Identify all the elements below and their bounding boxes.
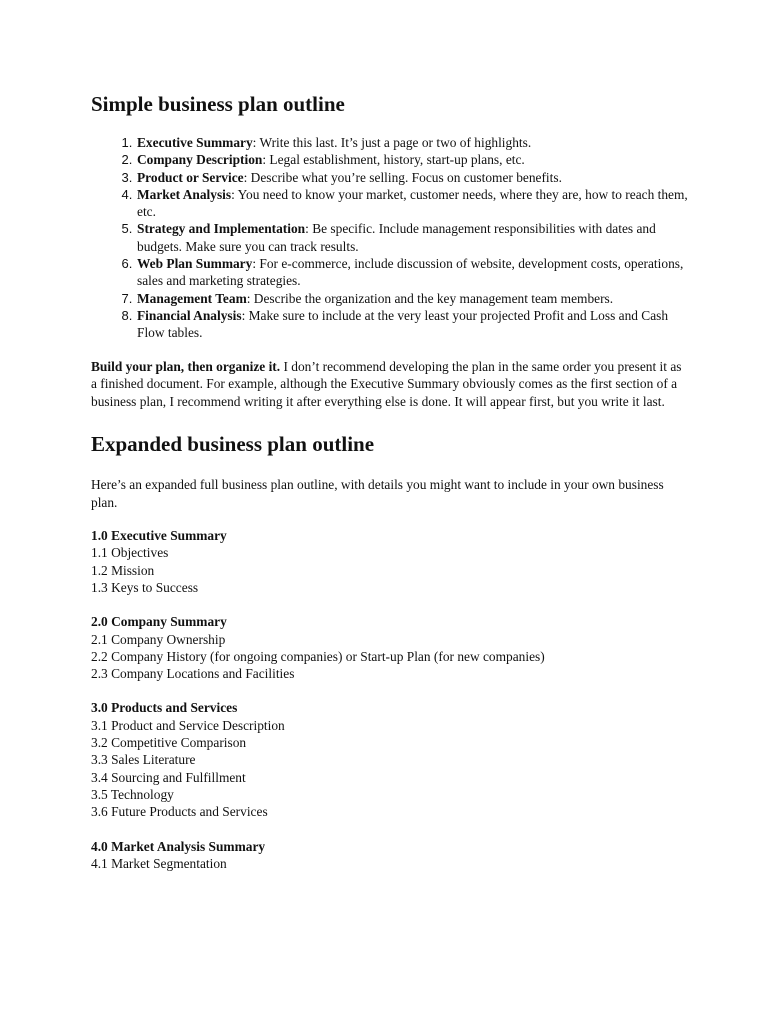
item-description: : Be specific. Include management responsibilities with dates and budgets. Make sure you can track results. — [137, 221, 656, 254]
section-subitem: 1.1 Objectives — [91, 545, 169, 561]
item-term: Strategy and Implementation — [137, 221, 306, 237]
item-description: : You need to know your market, customer needs, where they are, how to reach them, etc. — [137, 186, 688, 220]
item-description: : Describe the organization and the key management team members. — [246, 290, 614, 306]
list-item — [136, 290, 688, 307]
section-title: 3.0 Products and Services — [91, 700, 238, 716]
expanded-intro-paragraph: Here’s an expanded full business plan outline, with details you might want to include in your own business plan. — [91, 477, 664, 510]
section-title: 4.0 Market Analysis Summary — [91, 838, 266, 854]
list-item — [136, 186, 688, 221]
list-item — [136, 255, 688, 290]
list-item — [136, 307, 688, 342]
item-term: Web Plan Summary — [137, 256, 253, 272]
section-subitem: 3.3 Sales Literature — [91, 752, 196, 768]
section-subitem: 3.2 Competitive Comparison — [91, 735, 247, 751]
outline-section-executive-summary — [91, 527, 688, 596]
section-title: 1.0 Executive Summary — [91, 528, 227, 544]
section-title: 2.0 Company Summary — [91, 614, 227, 630]
section-subitem: 2.1 Company Ownership — [91, 631, 226, 647]
section-subitem: 3.4 Sourcing and Fulfillment — [91, 769, 246, 785]
item-term: Executive Summary — [137, 135, 253, 150]
item-description: : Write this last. It’s just a page or two of highlights. — [252, 135, 532, 150]
item-term: Product or Service — [137, 169, 244, 185]
item-term: Management Team — [137, 290, 247, 306]
section-subitem: 3.1 Product and Service Description — [91, 717, 285, 733]
item-description: : Legal establishment, history, start-up plans, etc. — [262, 152, 525, 168]
expanded-outline-heading: Expanded business plan outline — [91, 432, 375, 457]
section-subitem: 3.6 Future Products and Services — [91, 804, 268, 820]
section-subitem: 1.2 Mission — [91, 562, 155, 578]
section-subitem: 2.3 Company Locations and Facilities — [91, 666, 295, 682]
section-subitem: 4.1 Market Segmentation — [91, 855, 227, 871]
item-term: Financial Analysis — [137, 307, 242, 323]
list-item — [136, 220, 688, 255]
simple-outline-heading: Simple business plan outline — [91, 92, 345, 116]
section-subitem: 3.5 Technology — [91, 786, 174, 802]
item-description: : For e-commerce, include discussion of website, development costs, operations, sales and marketing strategies. — [137, 256, 684, 289]
section-subitem: 1.3 Keys to Success — [91, 579, 199, 595]
item-description: : Make sure to include at the very least your projected Profit and Loss and Cash Flow tables. — [137, 307, 669, 341]
list-item — [136, 134, 688, 151]
build-plan-text: I don’t recommend developing the plan in the same order you present it as a finished document. For example, although the Executive Summary obviously comes as the first section of a business plan, I recommend writing it after everything else is done. It will appear first, but you write it last. — [91, 358, 682, 409]
list-item — [136, 151, 688, 168]
item-description: : Describe what you’re selling. Focus on customer benefits. — [243, 169, 562, 185]
item-term: Company Description — [137, 152, 263, 168]
list-item — [136, 169, 688, 186]
outline-section-market-analysis — [91, 838, 688, 873]
build-plan-lead: Build your plan, then organize it. — [91, 358, 281, 374]
simple-outline-list — [91, 134, 688, 342]
outline-section-company-summary — [91, 613, 688, 682]
build-plan-paragraph — [91, 358, 688, 411]
outline-section-products-services — [91, 699, 688, 820]
section-subitem: 2.2 Company History (for ongoing companies) or Start-up Plan (for new companies) — [91, 648, 545, 664]
item-term: Market Analysis — [137, 186, 232, 202]
